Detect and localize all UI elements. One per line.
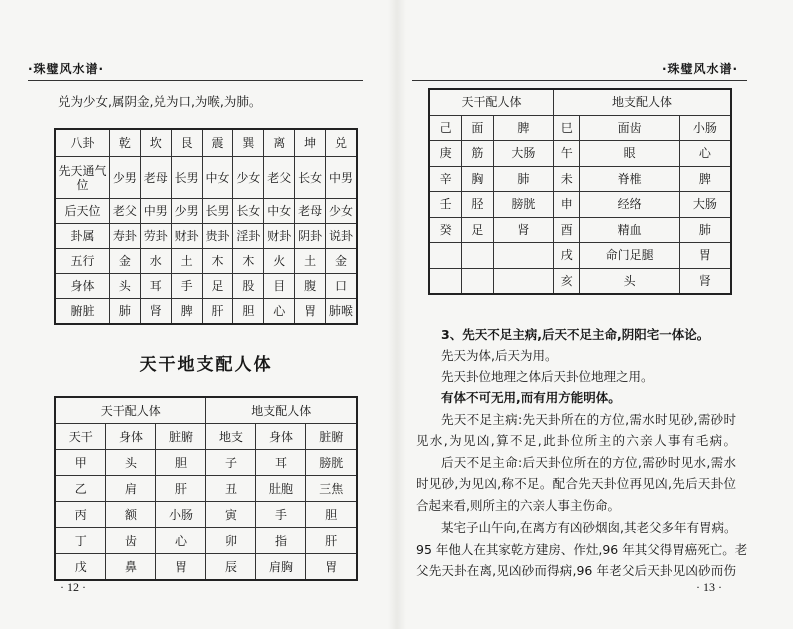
page-number: · 12 · [60, 580, 86, 594]
table-cell: 口 [326, 274, 357, 299]
table-cell: 辰 [206, 554, 256, 581]
table-cell: 老母 [140, 157, 171, 199]
table-cell: 大肠 [679, 192, 731, 218]
table-cell: 木 [202, 249, 233, 274]
table-row [55, 224, 357, 249]
table-cell: 淫卦 [233, 224, 264, 249]
text-line: 合起来看,则所主的六亲人事主伤命。 [416, 498, 620, 513]
table-cell: 亥 [554, 268, 580, 294]
table-cell: 头 [106, 450, 156, 476]
table-cell: 肩胸 [256, 554, 306, 581]
row-label-cell: 庚 [429, 141, 462, 167]
row-label-cell: 辛 [429, 166, 462, 192]
table-cell: 金 [326, 249, 357, 274]
table-cell: 申 [554, 192, 580, 218]
row-label-cell: 壬 [429, 192, 462, 218]
table-row [55, 249, 357, 274]
header-cell: 震 [202, 129, 233, 157]
table-cell: 脊椎 [580, 166, 679, 192]
header-cell: 脏腑 [156, 424, 206, 450]
group-header-row [55, 397, 357, 424]
table-cell: 头 [110, 274, 141, 299]
row-label-cell: 丙 [55, 502, 106, 528]
page-number: · 13 · [696, 580, 722, 594]
table-cell: 胸 [462, 166, 493, 192]
table-cell: 手 [171, 274, 202, 299]
table-cell: 小肠 [156, 502, 206, 528]
table-cell: 胫 [462, 192, 493, 218]
row-label-cell: 卦属 [55, 224, 110, 249]
table-cell [493, 243, 553, 269]
header-cell: 八卦 [55, 129, 110, 157]
table-cell: 经络 [580, 192, 679, 218]
table-cell: 中男 [326, 157, 357, 199]
table-cell: 长女 [233, 199, 264, 224]
table-row [55, 554, 357, 581]
row-label-cell: 五行 [55, 249, 110, 274]
header-cell: 艮 [171, 129, 202, 157]
table-row [429, 217, 731, 243]
table-cell: 肾 [493, 217, 553, 243]
header-cell: 兑 [326, 129, 357, 157]
text-line: 先天为体,后天为用。 [441, 348, 558, 363]
table-cell: 指 [256, 528, 306, 554]
table-cell: 眼 [580, 141, 679, 167]
header-cell: 地支 [206, 424, 256, 450]
table-cell: 肝 [202, 299, 233, 325]
table-cell: 少女 [233, 157, 264, 199]
header-cell: 天干 [55, 424, 106, 450]
table-cell: 股 [233, 274, 264, 299]
row-label-cell: 甲 [55, 450, 106, 476]
table-cell: 老父 [264, 157, 295, 199]
table-cell: 小肠 [679, 115, 731, 141]
table-cell: 额 [106, 502, 156, 528]
header-cell: 坤 [295, 129, 326, 157]
table-cell: 贵卦 [202, 224, 233, 249]
table-cell: 肩 [106, 476, 156, 502]
table-row [429, 115, 731, 141]
table-cell: 老父 [110, 199, 141, 224]
table-cell: 中女 [202, 157, 233, 199]
header-cell: 身体 [256, 424, 306, 450]
table-cell: 午 [554, 141, 580, 167]
row-label-cell: 丁 [55, 528, 106, 554]
table-row [429, 268, 731, 294]
table-cell: 筋 [462, 141, 493, 167]
table-cell: 戌 [554, 243, 580, 269]
table-cell: 胃 [156, 554, 206, 581]
table-cell: 胆 [233, 299, 264, 325]
table-row [429, 243, 731, 269]
row-label-cell: 己 [429, 115, 462, 141]
section-title: 天干地支配人体 [139, 355, 273, 375]
text-line: 有体不可无用,而有用方能明体。 [441, 390, 621, 405]
intro-text: 兑为少女,属阴金,兑为口,为喉,为肺。 [58, 94, 262, 109]
table-cell: 面齿 [580, 115, 679, 141]
table-cell: 三焦 [306, 476, 357, 502]
table-cell: 手 [256, 502, 306, 528]
text-line: 父先天卦在离,见凶砂而得病,96 年老父后天卦见凶砂而伤 [416, 563, 736, 578]
table-cell [462, 268, 493, 294]
header-cell: 坎 [140, 129, 171, 157]
table-cell [462, 243, 493, 269]
row-label-cell: 乙 [55, 476, 106, 502]
header-rule [28, 80, 363, 81]
table-cell: 鼻 [106, 554, 156, 581]
table-cell: 脾 [679, 166, 731, 192]
table-row [55, 157, 357, 199]
table-cell: 少女 [326, 199, 357, 224]
table-cell: 少男 [171, 199, 202, 224]
table-cell: 脾 [493, 115, 553, 141]
table-cell: 头 [580, 268, 679, 294]
table-row [429, 166, 731, 192]
table-row [429, 141, 731, 167]
text-line: 见水,为见凶,算不足,此卦位所主的六亲人事有毛病。 [416, 433, 736, 448]
table-cell [493, 268, 553, 294]
table-cell: 胆 [306, 502, 357, 528]
group-header: 地支配人体 [206, 397, 357, 424]
table-cell: 老母 [295, 199, 326, 224]
group-header-row [429, 89, 731, 115]
row-label-cell: 后天位 [55, 199, 110, 224]
table-cell: 精血 [580, 217, 679, 243]
table-cell: 胃 [295, 299, 326, 325]
table-cell: 膀胱 [493, 192, 553, 218]
table-cell: 寅 [206, 502, 256, 528]
table-cell: 肝 [306, 528, 357, 554]
table-cell: 心 [156, 528, 206, 554]
table-row [55, 299, 357, 325]
book-gutter [388, 0, 406, 629]
table-cell: 足 [462, 217, 493, 243]
running-header: ·珠璧风水谱· [28, 62, 105, 76]
table-row [55, 502, 357, 528]
table-cell: 卯 [206, 528, 256, 554]
table-cell: 心 [679, 141, 731, 167]
table-cell: 肾 [679, 268, 731, 294]
table-row [55, 476, 357, 502]
table-cell: 子 [206, 450, 256, 476]
table-cell: 足 [202, 274, 233, 299]
header-rule [412, 80, 747, 81]
table-cell: 胆 [156, 450, 206, 476]
table-cell: 木 [233, 249, 264, 274]
table-cell: 大肠 [493, 141, 553, 167]
table-cell: 中女 [264, 199, 295, 224]
table-cell: 肺 [110, 299, 141, 325]
table-row [429, 192, 731, 218]
table-cell: 说卦 [326, 224, 357, 249]
header-cell: 离 [264, 129, 295, 157]
row-label-cell: 腑脏 [55, 299, 110, 325]
table-cell: 阴卦 [295, 224, 326, 249]
group-header: 天干配人体 [429, 89, 554, 115]
table-header-row [55, 129, 357, 157]
table-cell: 少男 [110, 157, 141, 199]
body-correspondence-table [54, 396, 358, 581]
table-cell: 丑 [206, 476, 256, 502]
row-label-cell: 戊 [55, 554, 106, 581]
table-cell: 耳 [256, 450, 306, 476]
table-row [55, 528, 357, 554]
table-cell: 腹 [295, 274, 326, 299]
table-cell: 肺 [493, 166, 553, 192]
table-cell: 土 [295, 249, 326, 274]
header-cell: 巽 [233, 129, 264, 157]
text-line: 3、先天不足主病,后天不足主命,阴阳宅一体论。 [441, 327, 710, 342]
table-cell: 肺 [679, 217, 731, 243]
table-row [55, 199, 357, 224]
row-label-cell [429, 243, 462, 269]
table-cell: 中男 [140, 199, 171, 224]
table-cell: 金 [110, 249, 141, 274]
table-cell: 胃 [306, 554, 357, 581]
running-header: ·珠璧风水谱· [662, 62, 739, 76]
table-cell: 劳卦 [140, 224, 171, 249]
table-row [55, 450, 357, 476]
table-cell: 长女 [295, 157, 326, 199]
table-cell: 肾 [140, 299, 171, 325]
table-cell: 肚胞 [256, 476, 306, 502]
table-cell: 长男 [171, 157, 202, 199]
table-cell: 未 [554, 166, 580, 192]
table-cell: 齿 [106, 528, 156, 554]
table-cell: 耳 [140, 274, 171, 299]
table-cell: 肺喉 [326, 299, 357, 325]
text-line: 先天不足主病:先天卦所在的方位,需水时见砂,需砂时 [441, 412, 736, 427]
table-cell: 脾 [171, 299, 202, 325]
table-cell: 膀胱 [306, 450, 357, 476]
table-row [55, 274, 357, 299]
table-cell: 命门足腿 [580, 243, 679, 269]
table-cell: 土 [171, 249, 202, 274]
header-cell: 乾 [110, 129, 141, 157]
table-cell: 肝 [156, 476, 206, 502]
text-line: 后天不足主命:后天卦位所在的方位,需砂时见水,需水 [441, 455, 736, 470]
row-label-cell: 先天通气位 [55, 157, 110, 199]
text-line: 某宅子山午向,在离方有凶砂烟囱,其老父多年有胃病。 [441, 520, 737, 535]
group-header: 天干配人体 [55, 397, 206, 424]
table-cell: 目 [264, 274, 295, 299]
text-line: 时见砂,为见凶,称不足。配合先天卦位再见凶,先后天卦位 [416, 476, 736, 491]
table-cell: 财卦 [264, 224, 295, 249]
table-cell: 酉 [554, 217, 580, 243]
row-label-cell: 身体 [55, 274, 110, 299]
table-cell: 火 [264, 249, 295, 274]
body-correspondence-table-continued [428, 88, 732, 295]
table-cell: 巳 [554, 115, 580, 141]
table-cell: 面 [462, 115, 493, 141]
table-cell: 财卦 [171, 224, 202, 249]
table-header-row [55, 424, 357, 450]
table-cell: 长男 [202, 199, 233, 224]
text-line: 先天卦位地理之体后天卦位地理之用。 [441, 369, 654, 384]
bagua-table [54, 128, 358, 325]
text-line: 95 年他人在其家乾方建房、作灶,96 年其父得胃癌死亡。老 [416, 542, 748, 557]
header-cell: 身体 [106, 424, 156, 450]
row-label-cell [429, 268, 462, 294]
header-cell: 脏腑 [306, 424, 357, 450]
table-cell: 胃 [679, 243, 731, 269]
group-header: 地支配人体 [554, 89, 731, 115]
table-cell: 寿卦 [110, 224, 141, 249]
table-cell: 心 [264, 299, 295, 325]
row-label-cell: 癸 [429, 217, 462, 243]
table-cell: 水 [140, 249, 171, 274]
